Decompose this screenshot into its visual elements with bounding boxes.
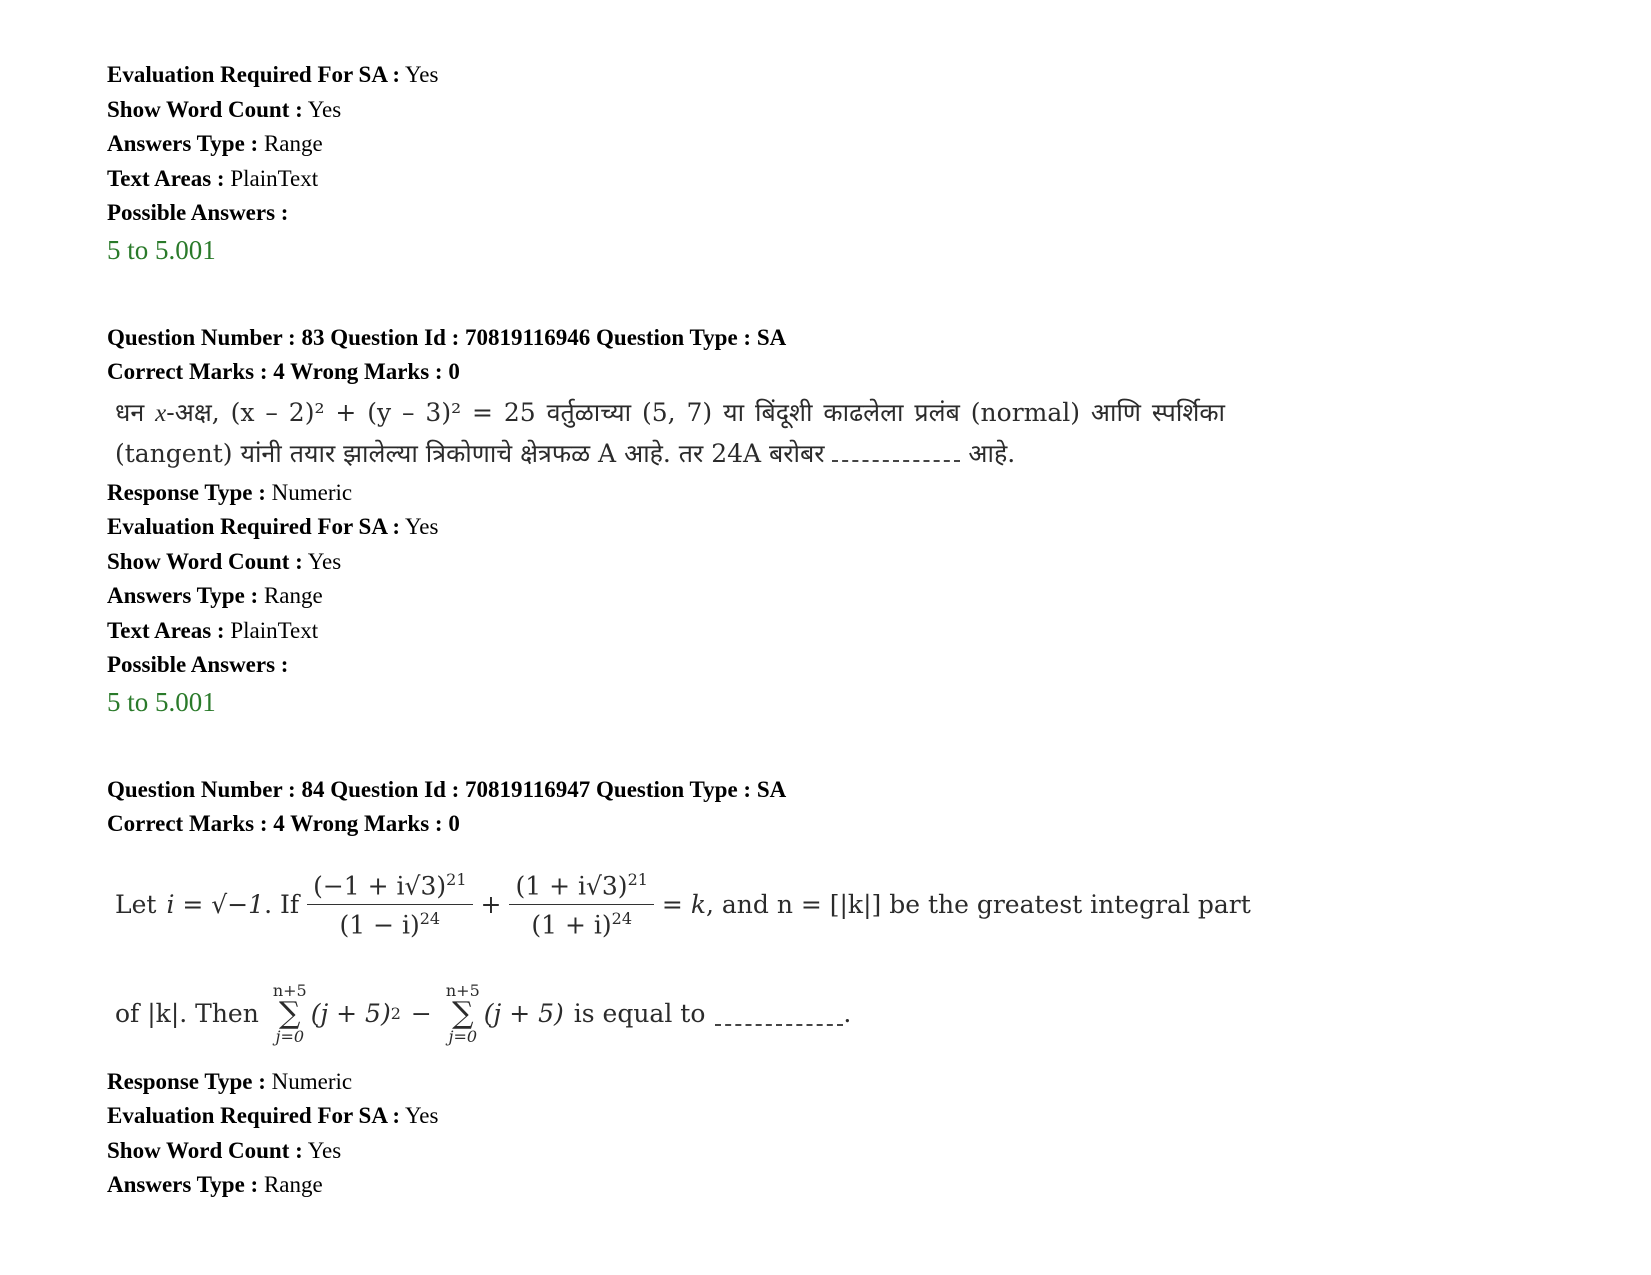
q83-marks: Correct Marks : 4 Wrong Marks : 0 [107,358,460,384]
answers-type-value: Range [263,131,323,156]
eval-sa-row [107,58,1567,93]
math-fraction-2 [509,870,653,940]
math-if: . If [264,890,300,919]
q83-text-areas-row [107,614,1567,649]
answers-type-value: Range [263,1172,323,1197]
fraction2-den-exponent: 24 [611,909,632,928]
math-minus: − [410,999,432,1028]
q83-text-var: x [155,399,167,427]
response-type-label: Response Type : [107,479,266,505]
q84-word-count-row [107,1134,1567,1169]
answers-type-label: Answers Type : [107,131,259,156]
possible-answers-label: Possible Answers : [107,200,289,225]
word-count-value: Yes [307,96,342,122]
math-is-equal-to: is equal to [573,999,706,1028]
fraction1-numerator: (−1 + i√3) [313,871,447,900]
fraction1-denominator: (1 − i) [339,910,420,940]
text-areas-row [107,162,1567,197]
possible-answers-row [107,196,1567,231]
q83-answer-blank [832,438,960,462]
possible-answers-label: Possible Answers : [107,652,289,677]
q83-response-type-row [107,476,1567,511]
q83-question-text [115,393,1225,474]
q83-eval-sa-row [107,510,1567,545]
fraction1-den-exponent: 24 [419,909,441,928]
q84-question-math [115,851,1567,1059]
q84-math-line2 [115,969,1567,1059]
text-areas-label: Text Areas : [107,165,225,191]
answers-type-row [107,127,1567,162]
summation2-symbol: ∑ [452,995,474,1031]
text-areas-value: PlainText [230,617,319,643]
summation1-term: (j + 5) [310,999,391,1028]
q84-marks: Correct Marks : 4 Wrong Marks : 0 [107,810,460,836]
eval-sa-label: Evaluation Required For SA : [107,62,401,87]
summation-1 [273,982,307,1046]
q84-math-line1 [115,851,1567,959]
q84-response-type-row [107,1065,1567,1100]
q83-text-part3: आहे. [968,438,1016,468]
q83-text-part2: -अक्ष, (x – 2)² + (y – 3)² = 25 वर्तुळाच्या (5, 7) या बिंदूशी काढलेला प्रलंब (normal) आणि स्पर्शिका (tangent) यांनी तयार झालेल्या त्रिकोणाचे क्षेत्रफळ A आहे. तर 24A बरोबर [115,397,1225,468]
q83-answers-type-row [107,579,1567,614]
word-count-value: Yes [307,1137,342,1163]
summation1-term-exponent: 2 [390,1004,401,1023]
math-end-period: . [843,999,852,1028]
q83-text-part1: धन [115,397,156,427]
fraction2-denominator: (1 + i) [531,910,612,940]
summation2-term: (j + 5) [483,999,564,1028]
summation2-upper: n+5 [445,980,480,1000]
q84-answers-type-row [107,1168,1567,1203]
math-tail-text: , and n = [|k|] be the greatest integral part [705,890,1251,919]
summation1-lower: j=0 [275,1026,305,1046]
eval-sa-value: Yes [405,1103,439,1128]
summation1-upper: n+5 [272,980,307,1000]
text-areas-value: PlainText [230,165,319,191]
math-of-k: of |k|. Then [115,999,259,1028]
possible-answer-value: 5 to 5.001 [107,234,216,265]
eval-sa-value: Yes [405,514,439,539]
summation-2 [446,982,480,1046]
eval-sa-label: Evaluation Required For SA : [107,1103,401,1128]
word-count-label: Show Word Count : [107,548,303,574]
eval-sa-value: Yes [405,62,439,87]
fraction2-numerator: (1 + i√3) [515,871,628,900]
response-type-value: Numeric [271,479,353,505]
math-equals-k: = k [661,890,706,919]
response-type-label: Response Type : [107,1068,266,1094]
word-count-row [107,93,1567,128]
q84-eval-sa-row [107,1099,1567,1134]
math-fraction-1 [307,870,472,940]
summation1-symbol: ∑ [279,995,301,1031]
word-count-label: Show Word Count : [107,1137,303,1163]
answers-type-label: Answers Type : [107,583,259,608]
text-areas-label: Text Areas : [107,617,225,643]
math-i-definition: i = √−1 [166,890,265,919]
q83-possible-answer-value: 5 to 5.001 [107,686,216,717]
math-plus: + [480,890,502,919]
q84-header: Question Number : 84 Question Id : 70819116947 Question Type : SA [107,776,787,802]
summation2-lower: j=0 [448,1026,478,1046]
answers-type-label: Answers Type : [107,1172,259,1197]
answers-type-value: Range [263,583,323,608]
q83-word-count-row [107,545,1567,580]
question-paper-page [107,58,1567,1203]
q83-possible-answers-row [107,648,1567,683]
word-count-value: Yes [307,548,342,574]
eval-sa-label: Evaluation Required For SA : [107,514,401,539]
fraction2-num-exponent: 21 [627,869,648,889]
response-type-value: Numeric [271,1068,353,1094]
fraction1-num-exponent: 21 [446,869,467,889]
q83-header: Question Number : 83 Question Id : 70819116946 Question Type : SA [107,324,787,350]
math-let: Let [115,890,157,919]
word-count-label: Show Word Count : [107,96,303,122]
q84-answer-blank [715,1002,843,1026]
